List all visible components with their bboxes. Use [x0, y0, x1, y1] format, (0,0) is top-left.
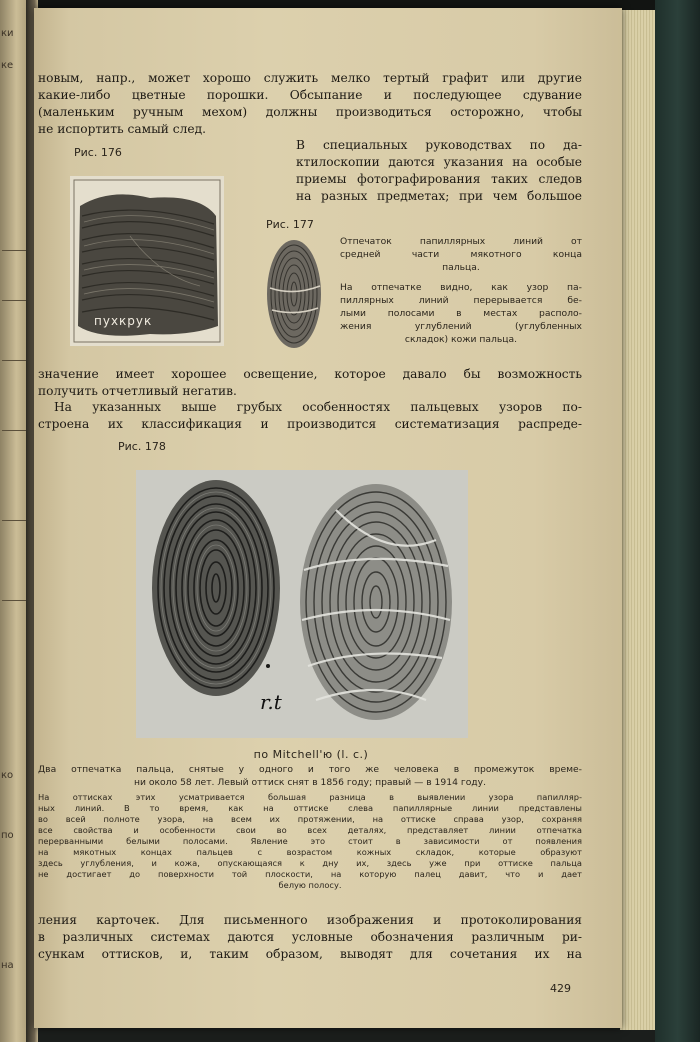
figure-177-caption-line: пальца.: [442, 262, 480, 273]
left-page-fragment: ке: [1, 60, 14, 71]
left-page-line: [2, 250, 26, 251]
left-page-fragment: на: [1, 960, 14, 971]
paragraph-line: получить отчетливый негатив.: [38, 384, 237, 398]
left-page-line: [2, 600, 26, 601]
figure-177-note-line: пиллярных линий перерывается бе-: [340, 295, 582, 306]
figure-178-note-line: На оттисках этих усматривается большая разница в выявлении узора папилляр-: [38, 792, 582, 802]
paragraph-line: В специальных руководствах по да-: [296, 138, 582, 152]
figure-176-inscription: пухкрук: [94, 314, 153, 328]
figure-178-note-line: во всей полноте узора, на всем их протяжении, на оттиске справа узор, сохраняя: [38, 814, 582, 824]
page-number: 429: [550, 982, 571, 995]
figure-176-photo: [70, 176, 224, 346]
figure-177-note-line: жения углублений (углубленных: [340, 321, 582, 332]
figure-177-note-line: лыми полосами в местах располо-: [340, 308, 582, 319]
paragraph-line: ктилоскопии даются указания на особые: [296, 155, 582, 169]
paragraph-line: в различных системах даются условные обозначения различным ри-: [38, 930, 582, 944]
figure-177-caption-line: средней части мякотного конца: [340, 249, 582, 260]
figure-177-note-line: складок) кожи пальца.: [404, 334, 518, 345]
book-cover: [655, 0, 700, 1042]
paragraph-line: новым, напр., может хорошо служить мелко тертый графит или другие: [38, 71, 582, 85]
figure-178-note-line: перерванными белыми полосами. Явление это стоит в зависимости от появления: [38, 836, 582, 846]
figure-178-caption-line: ни около 58 лет. Левый оттиск снят в 1856 году; правый — в 1914 году.: [133, 777, 487, 788]
figure-177-note-line: На отпечатке видно, как узор па-: [340, 282, 582, 293]
figure-178-note-line: ных линий. В то время, как на оттиске слева папиллярные линии представлены: [38, 803, 582, 813]
left-page-fragment: ко: [1, 770, 14, 781]
paragraph-line: На указанных выше грубых особенностях пальцевых узоров по-: [54, 400, 582, 414]
figure-178-note-line: не достигает до поверхности той плоскости, на которую палец давит, что и дает: [38, 869, 582, 879]
left-page-fragment: ки: [1, 28, 14, 39]
paragraph-line: не испортить самый след.: [38, 122, 206, 136]
paragraph-line: какие-либо цветные порошки. Обсыпание и последующее сдувание: [38, 88, 582, 102]
figure-178-note-line: все свойства и особенности свои во всех деталях, представляет линии отпечатка: [38, 825, 582, 835]
figure-178-photo: [136, 470, 468, 738]
left-page-line: [2, 300, 26, 301]
paragraph-line: (маленьким ручным мехом) должны производиться осторожно, чтобы: [38, 105, 582, 119]
figure-178-label: Рис. 178: [118, 440, 166, 453]
left-page-line: [2, 430, 26, 431]
left-page-fragment: по: [1, 830, 14, 841]
two-fingerprints-image: [136, 470, 468, 738]
figure-177-photo: [262, 236, 326, 352]
figure-176-label: Рис. 176: [74, 146, 122, 159]
figure-178-note-line: белую полосу.: [278, 880, 342, 890]
paragraph-line: значение имеет хорошее освещение, которое давало бы возможность: [38, 367, 582, 381]
left-page-line: [2, 360, 26, 361]
fingertip-print-image: [262, 236, 326, 352]
figure-178-note-line: на мякотных концах пальцев с возрастом кожных складок, которые образуют: [38, 847, 582, 857]
figure-178-source: по Mitchell'ю (l. c.): [253, 748, 369, 761]
figure-177-label: Рис. 177: [266, 218, 314, 231]
figure-178-handwritten-mark: r.t: [260, 690, 282, 714]
paragraph-line: ления карточек. Для письменного изображения и протоколирования: [38, 913, 582, 927]
page-edges: [620, 10, 660, 1030]
left-page-line: [2, 520, 26, 521]
paragraph-line: строена их классификация и производится систематизация распреде-: [38, 417, 582, 431]
figure-177-caption-line: Отпечаток папиллярных линий от: [340, 236, 582, 247]
figure-178-note-line: здесь углубления, и кожа, опускающаяся к дну их, здесь уже при оттиске пальца: [38, 858, 582, 868]
paragraph-line: сункам оттисков, и, таким образом, выводят для сочетания их на: [38, 947, 582, 961]
paragraph-line: на разных предметах; при чем большое: [296, 189, 582, 203]
figure-178-caption-line: Два отпечатка пальца, снятые у одного и того же человека в промежуток време-: [38, 764, 582, 775]
paragraph-line: приемы фотографирования таких следов: [296, 172, 582, 186]
